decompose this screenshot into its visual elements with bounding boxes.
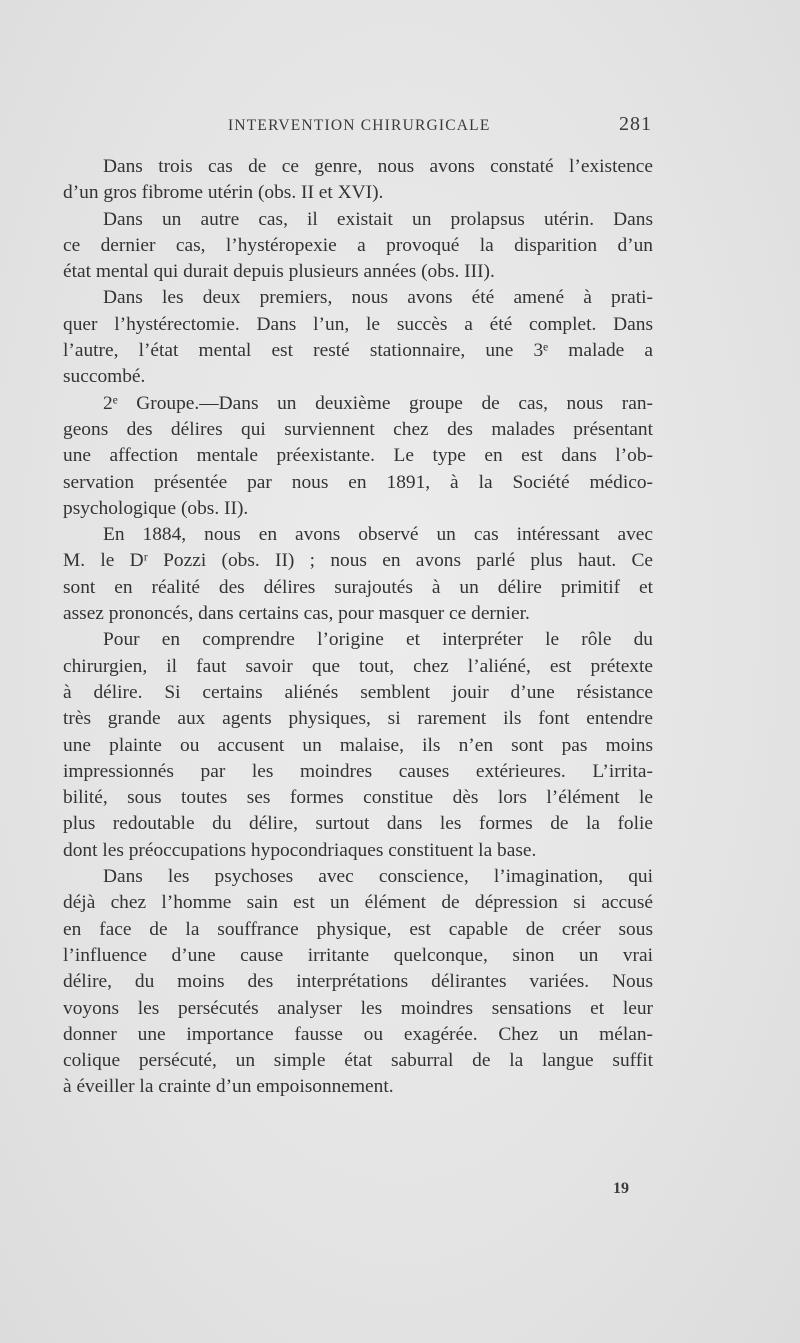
text-line: psychologique (obs. II).	[63, 497, 249, 519]
signature-mark: 19	[613, 1180, 629, 1197]
text-line: impressionnés par les moindres causes extérieures. L’irrita-	[63, 760, 653, 782]
text-line: Pour en comprendre l’origine et interpréter le rôle du	[103, 629, 653, 651]
text-line: une affection mentale préexistante. Le type en est dans l’ob-	[63, 445, 653, 467]
text-line: chirurgien, il faut savoir que tout, chez l’aliéné, est prétexte	[63, 655, 653, 677]
text-line: voyons les persécutés analyser les moindres sensations et leur	[63, 997, 653, 1019]
text-line: déjà chez l’homme sain est un élément de dépression si accusé	[63, 892, 653, 914]
text-line: Dans trois cas de ce genre, nous avons constaté l’existence	[103, 156, 653, 177]
text-line: Dans les psychoses avec conscience, l’imagination, qui	[103, 866, 653, 888]
text-line: l’influence d’une cause irritante quelconque, sinon un vrai	[63, 944, 653, 966]
text-line: 2ᵉ Groupe.—Dans un deuxième groupe de cas, nous ran-	[103, 392, 653, 414]
text-line: geons des délires qui surviennent chez des malades présentant	[63, 418, 653, 440]
body-text	[63, 154, 653, 1101]
text-line: état mental qui durait depuis plusieurs années (obs. III).	[63, 261, 495, 283]
text-line: à éveiller la crainte d’un empoisonnement.	[63, 1076, 394, 1098]
text-line: succombé.	[63, 366, 146, 388]
text-line: délire, du moins des interprétations délirantes variées. Nous	[63, 971, 653, 993]
text-line: plus redoutable du délire, surtout dans les formes de la folie	[63, 813, 653, 835]
text-line: à délire. Si certains aliénés semblent jouir d’une résistance	[63, 681, 653, 703]
text-line: M. le Dʳ Pozzi (obs. II) ; nous en avons parlé plus haut. Ce	[63, 550, 653, 572]
text-line: assez prononcés, dans certains cas, pour masquer ce dernier.	[63, 603, 530, 625]
text-line: Dans les deux premiers, nous avons été amené à prati-	[103, 287, 653, 309]
text-line: d’un gros fibrome utérin (obs. II et XVI).	[63, 182, 384, 204]
text-line: ce dernier cas, l’hystéropexie a provoqué la disparition d’un	[63, 234, 653, 256]
text-line: donner une importance fausse ou exagérée. Chez un mélan-	[63, 1023, 653, 1045]
text-line: colique persécuté, un simple état saburral de la langue suffit	[63, 1050, 653, 1072]
text-line: servation présentée par nous en 1891, à la Société médico-	[63, 471, 653, 493]
text-line: dont les préoccupations hypocondriaques constituent la base.	[63, 839, 537, 861]
page-number: 281	[619, 113, 652, 135]
text-line: quer l’hystérectomie. Dans l’un, le succès a été complet. Dans	[63, 313, 653, 335]
running-head: INTERVENTION CHIRURGICALE	[228, 117, 491, 134]
text-line: sont en réalité des délires surajoutés à un délire primitif et	[63, 576, 653, 598]
text-line: en face de la souffrance physique, est capable de créer sous	[63, 918, 653, 940]
text-line: bilité, sous toutes ses formes constitue dès lors l’élément le	[63, 787, 653, 809]
text-line: l’autre, l’état mental est resté stationnaire, une 3ᵉ malade a	[63, 340, 653, 362]
text-line: très grande aux agents physiques, si rarement ils font entendre	[63, 708, 653, 730]
text-line: Dans un autre cas, il existait un prolapsus utérin. Dans	[103, 208, 653, 230]
text-line: En 1884, nous en avons observé un cas intéressant avec	[103, 524, 653, 546]
text-line: une plainte ou accusent un malaise, ils n’en sont pas moins	[63, 734, 653, 756]
